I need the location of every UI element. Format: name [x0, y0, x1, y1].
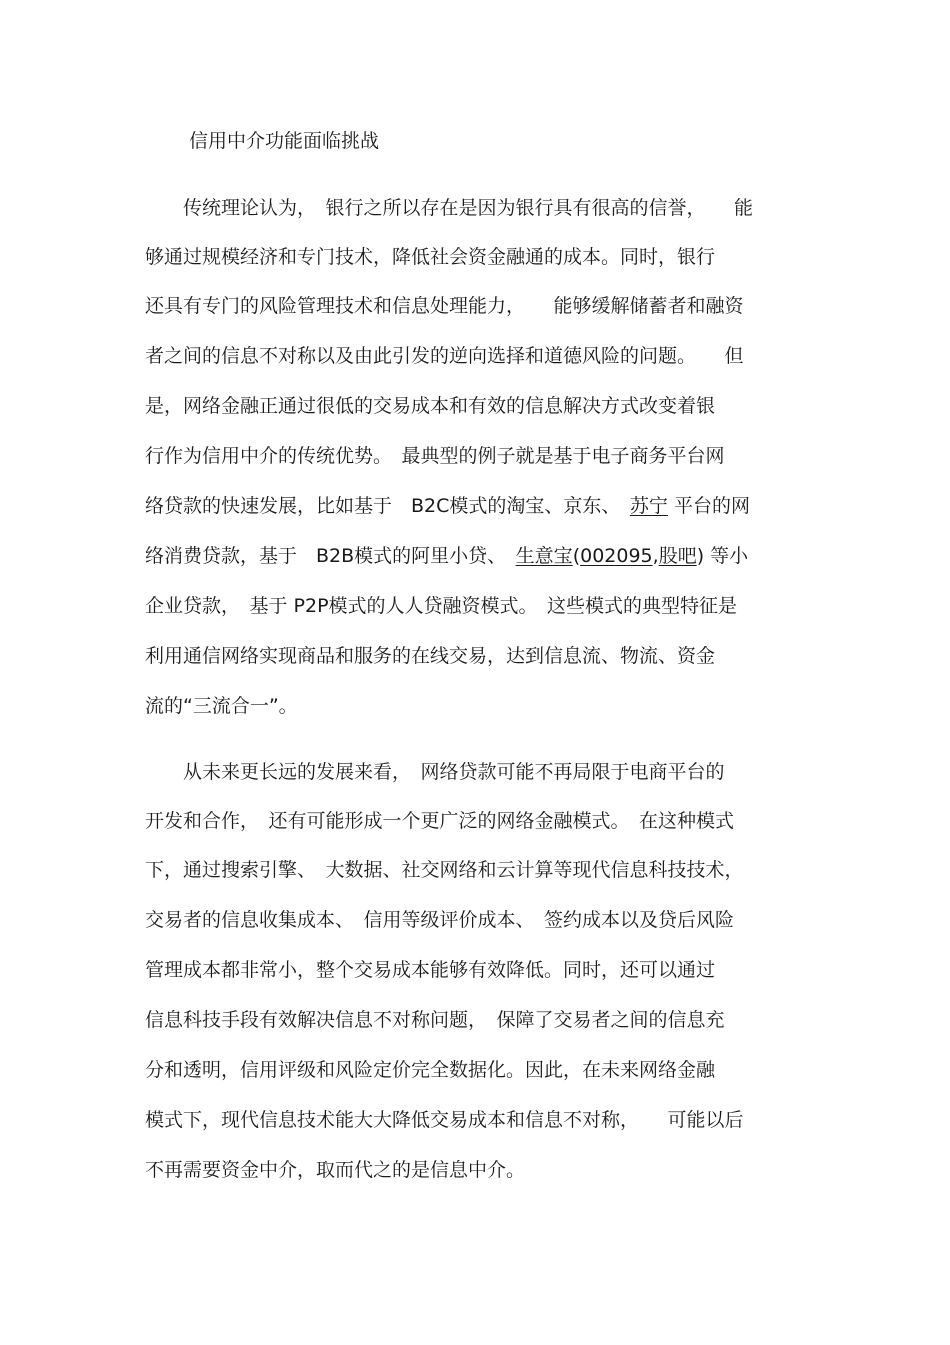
line-8-tail: ) 等小 [696, 545, 749, 567]
guba-link[interactable]: 股吧 [658, 545, 697, 567]
paragraph-1-line-2: 够通过规模经济和专门技术，降低社会资金融通的成本。同时，银行 [145, 246, 716, 268]
paragraph-1-line-8 [145, 541, 748, 571]
line-8-comma: , [652, 545, 659, 567]
paragraph-1-line-5: 是，网络金融正通过很低的交易成本和有效的信息解决方式改变着银 [145, 395, 716, 417]
paragraph-1-line-6: 行作为信用中介的传统优势。 最典型的例子就是基于电子商务平台网 [145, 445, 725, 467]
suning-link[interactable]: 苏宁 [629, 495, 668, 517]
paragraph-2-line-5: 管理成本都非常小，整个交易成本能够有效降低。同时，还可以通过 [145, 959, 716, 981]
paragraph-2-line-8: 模式下，现代信息技术能大大降低交易成本和信息不对称， 可能以后 [145, 1109, 744, 1131]
line-8-paren-open: ( [572, 545, 581, 567]
section-heading: 信用中介功能面临挑战 [189, 130, 380, 152]
paragraph-2-line-6: 信息科技手段有效解决信息不对称问题， 保障了交易者之间的信息充 [145, 1009, 725, 1031]
paragraph-2-line-3: 下，通过搜索引擎、 大数据、社交网络和云计算等现代信息科技技术， [145, 859, 744, 881]
line-8-text: 络消费贷款，基于 B2B模式的阿里小贷、 [145, 545, 516, 567]
paragraph-1-line-7 [145, 491, 750, 521]
line-7-tail: 平台的网 [667, 495, 750, 517]
paragraph-1-line-11: 流的“三流合一”。 [145, 695, 298, 717]
paragraph-1-line-10: 利用通信网络实现商品和服务的在线交易，达到信息流、物流、资金 [145, 645, 716, 667]
paragraph-2-line-7: 分和透明，信用评级和风险定价完全数据化。因此，在未来网络金融 [145, 1059, 716, 1081]
paragraph-1-line-3: 还具有专门的风险管理技术和信息处理能力， 能够缓解储蓄者和融资 [145, 295, 744, 317]
paragraph-1-line-9: 企业贷款， 基于 P2P模式的人人贷融资模式。 这些模式的典型特征是 [145, 595, 738, 617]
shengyibao-link[interactable]: 生意宝 [515, 545, 573, 567]
line-7-text: 络贷款的快速发展，比如基于 B2C模式的淘宝、京东、 [145, 495, 630, 517]
stock-code-link[interactable]: 002095 [580, 545, 653, 567]
paragraph-2-line-1: 从未来更长远的发展来看， 网络贷款可能不再局限于电商平台的 [145, 761, 725, 783]
paragraph-1-line-1: 传统理论认为， 银行之所以存在是因为银行具有很高的信誉， 能 [145, 197, 754, 219]
paragraph-1-line-4: 者之间的信息不对称以及由此引发的逆向选择和道德风险的问题。 但 [145, 345, 744, 367]
paragraph-2-line-4: 交易者的信息收集成本、 信用等级评价成本、 签约成本以及贷后风险 [145, 909, 735, 931]
paragraph-2-line-2: 开发和合作， 还有可能形成一个更广泛的网络金融模式。 在这种模式 [145, 810, 735, 832]
paragraph-2-line-9: 不再需要资金中介，取而代之的是信息中介。 [145, 1159, 526, 1181]
